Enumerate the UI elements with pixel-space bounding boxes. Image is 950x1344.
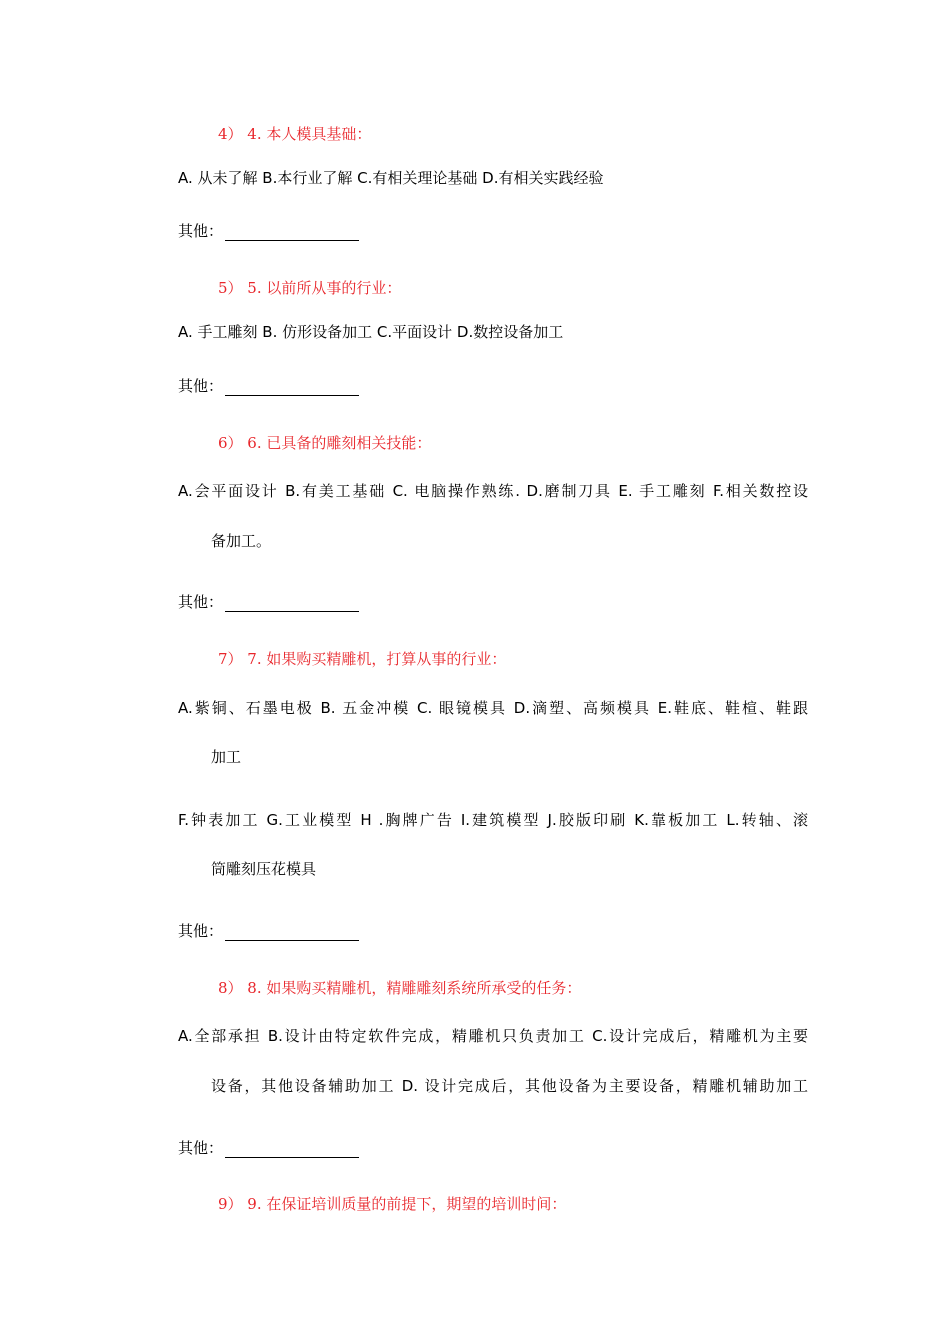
question-4-title: 4） 4. 本人模具基础： — [218, 125, 372, 143]
question-7-options-line-2: 加工 — [211, 748, 242, 766]
question-5-options: A. 手工雕刻 B. 仿形设备加工 C.平面设计 D.数控设备加工 — [178, 323, 564, 341]
question-7-title: 7） 7. 如果购买精雕机，打算从事的行业： — [218, 650, 507, 668]
question-4-other — [178, 221, 359, 241]
other-label: 其他： — [178, 593, 224, 611]
question-6-options-line-1: A.会平面设计 B.有美工基础 C. 电脑操作熟练. D.磨制刀具 E. 手工雕刻 F.相关数控设 — [178, 482, 808, 500]
question-8-other — [178, 1138, 359, 1158]
other-answer-blank[interactable] — [225, 1140, 359, 1158]
question-5-title: 5） 5. 以前所从事的行业： — [218, 279, 402, 297]
question-5-other — [178, 376, 359, 396]
question-4-options: A. 从未了解 B.本行业了解 C.有相关理论基础 D.有相关实践经验 — [178, 169, 604, 187]
question-6-options-line-2: 备加工。 — [211, 532, 272, 550]
other-answer-blank[interactable] — [225, 223, 359, 241]
question-6-other — [178, 592, 359, 612]
other-label: 其他： — [178, 377, 224, 395]
question-6-title: 6） 6. 已具备的雕刻相关技能： — [218, 434, 432, 452]
question-8-options-line-2: 设备，其他设备辅助加工 D. 设计完成后，其他设备为主要设备，精雕机辅助加工 — [211, 1077, 808, 1095]
question-7-options-line-4: 筒雕刻压花模具 — [211, 860, 317, 878]
other-label: 其他： — [178, 922, 224, 940]
other-label: 其他： — [178, 222, 224, 240]
question-7-other — [178, 921, 359, 941]
other-answer-blank[interactable] — [225, 594, 359, 612]
question-8-options-line-1: A.全部承担 B.设计由特定软件完成，精雕机只负责加工 C.设计完成后，精雕机为主要 — [178, 1027, 808, 1045]
question-9-title: 9） 9. 在保证培训质量的前提下，期望的培训时间： — [218, 1195, 567, 1213]
question-7-options-line-1: A.紫铜、石墨电极 B. 五金冲模 C. 眼镜模具 D.滴塑、高频模具 E.鞋底、鞋楦、鞋跟 — [178, 699, 808, 717]
question-8-title: 8） 8. 如果购买精雕机，精雕雕刻系统所承受的任务： — [218, 979, 582, 997]
other-label: 其他： — [178, 1139, 224, 1157]
other-answer-blank[interactable] — [225, 923, 359, 941]
question-7-options-line-3: F.钟表加工 G.工业模型 H .胸牌广告 I.建筑模型 J.胶版印刷 K.靠板加工 L.转轴、滚 — [178, 811, 808, 829]
other-answer-blank[interactable] — [225, 378, 359, 396]
